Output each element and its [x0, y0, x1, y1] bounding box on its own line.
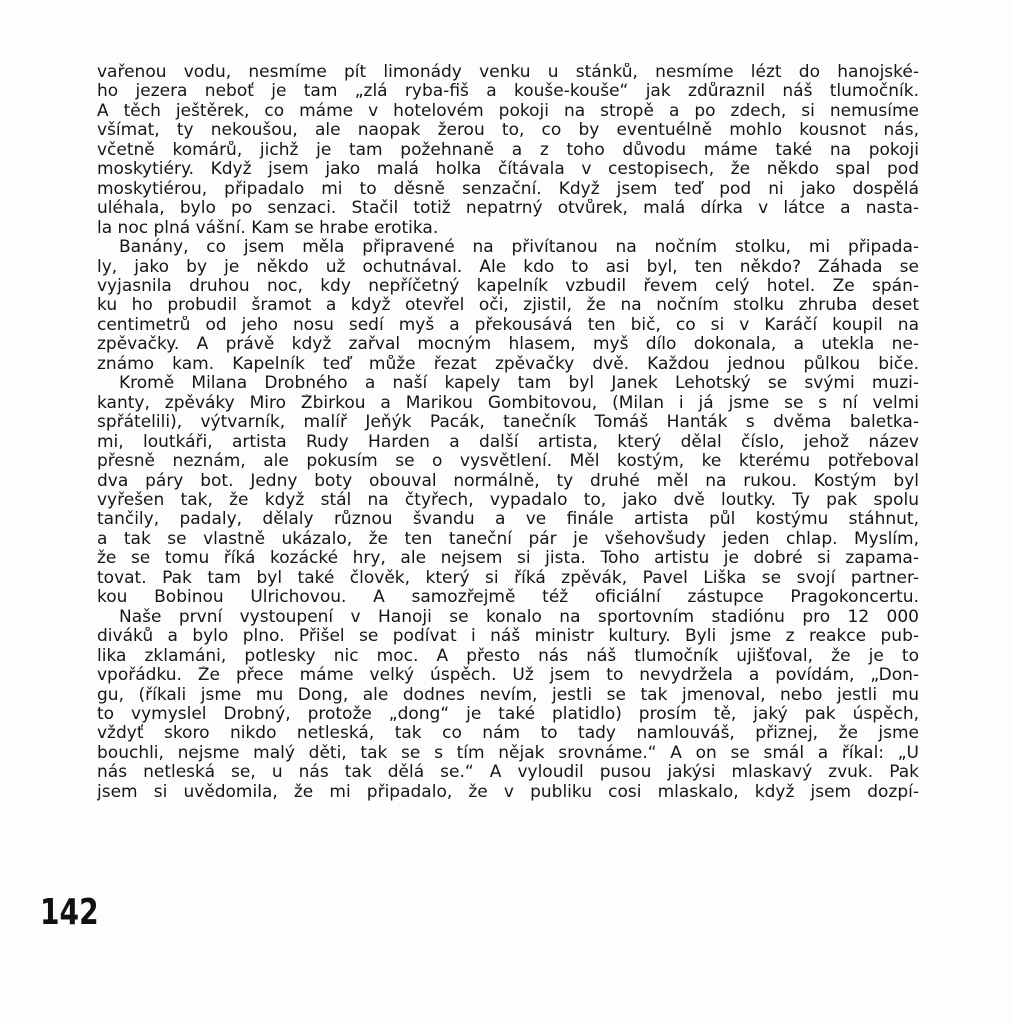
text-line: ku ho probudil šramot a když otevřel oči, zjistil, že na nočním stolku zhruba deset	[97, 296, 919, 316]
text-line: tančily, padaly, dělaly různou švandu a ve finále artista půl kostýmu stáhnut,	[97, 510, 919, 530]
text-line: uléhala, bylo po senzaci. Stačil totiž nepatrný otvůrek, malá dírka v látce a nasta-	[97, 199, 919, 219]
text-line: a tak se vlastně ukázalo, že ten taneční pár je všehovšudy jeden chlap. Myslím,	[97, 529, 919, 549]
text-line: známo kam. Kapelník teď může řezat zpěvačky dvě. Každou jednou půlkou biče.	[97, 354, 919, 374]
page-number: 142	[40, 892, 99, 933]
text-line: vždyť skoro nikdo netleská, tak co nám to tady namlouváš, přiznej, že jsme	[97, 724, 919, 744]
text-line: kanty, zpěváky Miro Žbirkou a Marikou Gombitovou, (Milan i já jsme se s ní velmi	[97, 393, 919, 413]
paragraph-first-line: Naše první vystoupení v Hanoji se konalo na sportovním stadiónu pro 12 000	[119, 607, 919, 627]
text-line: moskytiérou, připadalo mi to děsně senzační. Když jsem teď pod ni jako dospělá	[97, 179, 919, 199]
text-line: centimetrů od jeho nosu sedí myš a překousává ten bič, co si v Karáčí koupil na	[97, 315, 919, 335]
text-line: diváků a bylo plno. Přišel se podívat i náš ministr kultury. Byli jsme z reakce pub-	[97, 627, 919, 647]
body-text	[97, 63, 919, 802]
text-line: moskytiéry. Když jsem jako malá holka čítávala v cestopisech, že někdo spal pod	[97, 160, 919, 180]
text-line: lika zklamáni, potlesky nic moc. A přesto nás náš tlumočník ujišťoval, že je to	[97, 646, 919, 666]
text-line: vařenou vodu, nesmíme pít limonády venku u stánků, nesmíme lézt do hanojské-	[97, 63, 919, 82]
text-line: přesně neznám, ale pokusím se o vysvětlení. Měl kostým, ke kterému potřeboval	[97, 452, 919, 472]
text-line: tovat. Pak tam byl také člověk, který si říká zpěvák, Pavel Liška se svojí partner-	[97, 568, 919, 588]
text-line: vpořádku. Že přece máme velký úspěch. Už jsem to nevydržela a povídám, „Don-	[97, 666, 919, 686]
text-line: nás netleská se, u nás tak dělá se.“ A vyloudil pusou jakýsi mlaskavý zvuk. Pak	[97, 763, 919, 783]
paragraph-first-line: Kromě Milana Drobného a naší kapely tam byl Janek Lehotský se svými muzi-	[119, 374, 919, 394]
text-line: kou Bobinou Ulrichovou. A samozřejmě též oficiální zástupce Pragokoncertu.	[97, 588, 919, 608]
text-line: bouchli, nejsme malý děti, tak se s tím nějak srovnáme.“ A on se smál a říkal: „U	[97, 743, 919, 763]
text-line: to vymyslel Drobný, protože „dong“ je také platidlo) prosím tě, jaký pak úspěch,	[97, 704, 919, 724]
text-line: dva páry bot. Jedny boty obouval normálně, ty druhé měl na rukou. Kostým byl	[97, 471, 919, 491]
text-line: zpěvačky. A právě když zařval mocným hlasem, myš dílo dokonala, a utekla ne-	[97, 335, 919, 355]
text-line: všímat, ty nekoušou, ale naopak žerou to, co by eventuélně mohlo kousnot nás,	[97, 121, 919, 141]
text-line: včetně komárů, jichž je tam požehnaně a z toho důvodu máme také na pokoji	[97, 140, 919, 160]
text-line: vyřešen tak, že když stál na čtyřech, vypadalo to, jako dvě loutky. Ty pak spolu	[97, 490, 919, 510]
text-line: ly, jako by je někdo už ochutnával. Ale kdo to asi byl, ten někdo? Záhada se	[97, 257, 919, 277]
text-line: že se tomu říká kozácké hry, ale nejsem si jista. Toho artistu je dobré si zapama-	[97, 549, 919, 569]
paragraph-first-line: Banány, co jsem měla připravené na přivítanou na nočním stolku, mi připada-	[119, 238, 919, 258]
text-line: vyjasnila druhou noc, kdy nepříčetný kapelník vzbudil řevem celý hotel. Ze spán-	[97, 276, 919, 296]
text-line: spřátelili), výtvarník, malíř Jeňýk Pacák, tanečník Tomáš Hanták s dvěma baletka-	[97, 413, 919, 433]
text-line: la noc plná vášní. Kam se hrabe erotika.	[97, 218, 439, 238]
text-line: gu, (říkali jsme mu Dong, ale dodnes nevím, jestli se tak jmenoval, nebo jestli mu	[97, 685, 919, 705]
text-line: mi, loutkáři, artista Rudy Harden a další artista, který dělal číslo, jehož název	[97, 432, 919, 452]
text-line: A těch ještěrek, co máme v hotelovém pokoji na stropě a po zdech, si nemusíme	[97, 101, 919, 121]
text-line: jsem si uvědomila, že mi připadalo, že v publiku cosi mlaskalo, když jsem dozpí-	[97, 782, 919, 802]
text-line: ho jezera neboť je tam „zlá ryba-fiš a kouše-kouše“ jak zdůraznil náš tlumočník.	[97, 82, 919, 102]
